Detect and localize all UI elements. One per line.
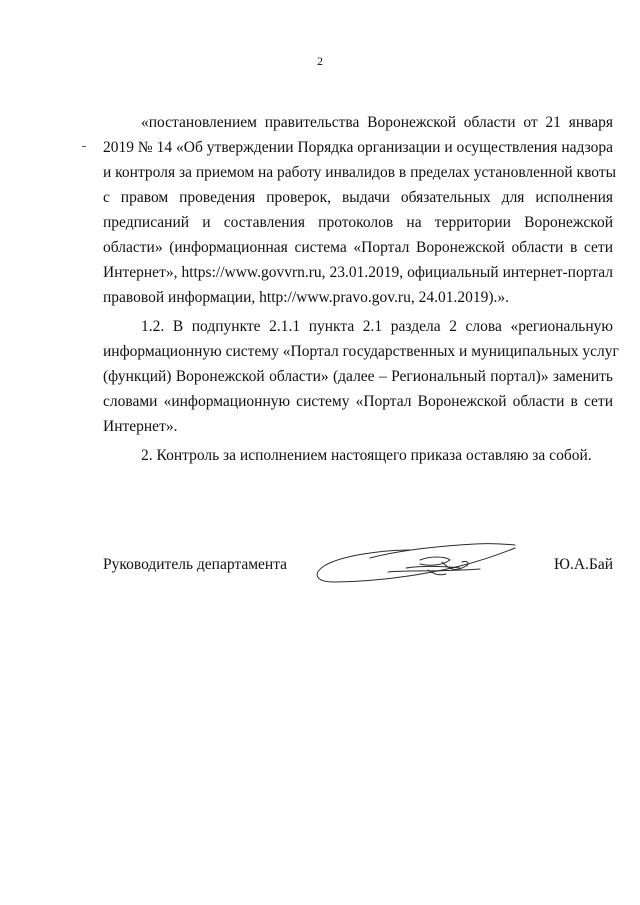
text-line: правовой информации, http://www.pravo.gov.ru, 24.01.2019).». <box>103 289 509 306</box>
margin-mark <box>82 146 86 147</box>
text-line: информационную систему «Портал государственных и муниципальных услуг <box>103 343 619 360</box>
text-line: с правом проведения проверок, выдачи обязательных для исполнения <box>103 189 613 206</box>
text-line: 1.2. В подпункте 2.1.1 пункта 2.1 раздела 2 слова «региональную <box>141 318 613 335</box>
text-line: и контроля за приемом на работу инвалидов в пределах установленной квоты <box>103 164 617 181</box>
document-body <box>103 110 619 468</box>
text-line: 2. Контроль за исполнением настоящего приказа оставляю за собой. <box>141 447 592 464</box>
paragraph-1 <box>103 110 617 310</box>
signer-name: Ю.А.Бай <box>554 556 613 573</box>
text-line: области» (информационная система «Портал Воронежской области в сети <box>103 239 613 256</box>
text-line: (функций) Воронежской области» (далее – Региональный портал)» заменить <box>103 368 613 385</box>
text-line: словами «информационную систему «Портал Воронежской области в сети <box>103 393 613 410</box>
page-number: 2 <box>317 54 323 68</box>
paragraph-3 <box>103 443 613 468</box>
text-line: Интернет». <box>103 418 178 435</box>
text-line: «постановлением правительства Воронежской области от 21 января <box>141 114 613 131</box>
signer-position-title: Руководитель департамента <box>103 556 288 573</box>
handwritten-signature-image <box>310 536 525 588</box>
text-line: Интернет», https://www.govvrn.ru, 23.01.2019, официальный интернет-портал <box>103 264 613 281</box>
paragraph-2 <box>103 314 619 439</box>
text-line: 2019 № 14 «Об утверждении Порядка организации и осуществления надзора <box>103 139 613 156</box>
text-line: предписаний и составления протоколов на территории Воронежской <box>103 214 613 231</box>
